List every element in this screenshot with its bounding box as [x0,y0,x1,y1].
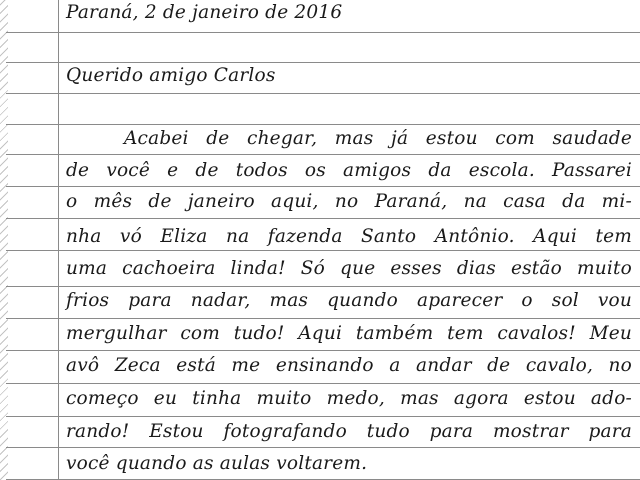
letter-body-line: rando! Estou fotografando tudo para mostrar para [66,421,632,442]
ruled-line [6,93,640,94]
margin-line [58,0,59,480]
ruled-line [6,32,640,33]
letter-body-line: o mês de janeiro aqui, no Paraná, na casa da mi- [66,191,632,212]
letter-body-line: Acabei de chegar, mas já estou com saudade [124,128,632,149]
letter-body-line: frios para nadar, mas quando aparecer o sol vou [66,290,632,311]
ruled-line [6,218,640,219]
letter-body-line: começo eu tinha muito medo, mas agora estou ado- [66,388,632,409]
date-line: Paraná, 2 de janeiro de 2016 [66,2,343,23]
greeting-line: Querido amigo Carlos [66,65,276,86]
letter-body-line: nha vó Eliza na fazenda Santo Antônio. Aqui tem [66,226,632,247]
torn-edge [0,0,8,480]
letter-body-line: mergulhar com tudo! Aqui também tem cavalos! Meu [66,323,632,344]
letter-body-line: de você e de todos os amigos da escola. Passarei [66,160,632,181]
letter-body-line: uma cachoeira linda! Só que esses dias estão muito [66,258,632,279]
letter-body-line: você quando as aulas voltarem. [66,453,368,474]
letter-body-line: avô Zeca está me ensinando a andar de cavalo, no [66,355,632,376]
